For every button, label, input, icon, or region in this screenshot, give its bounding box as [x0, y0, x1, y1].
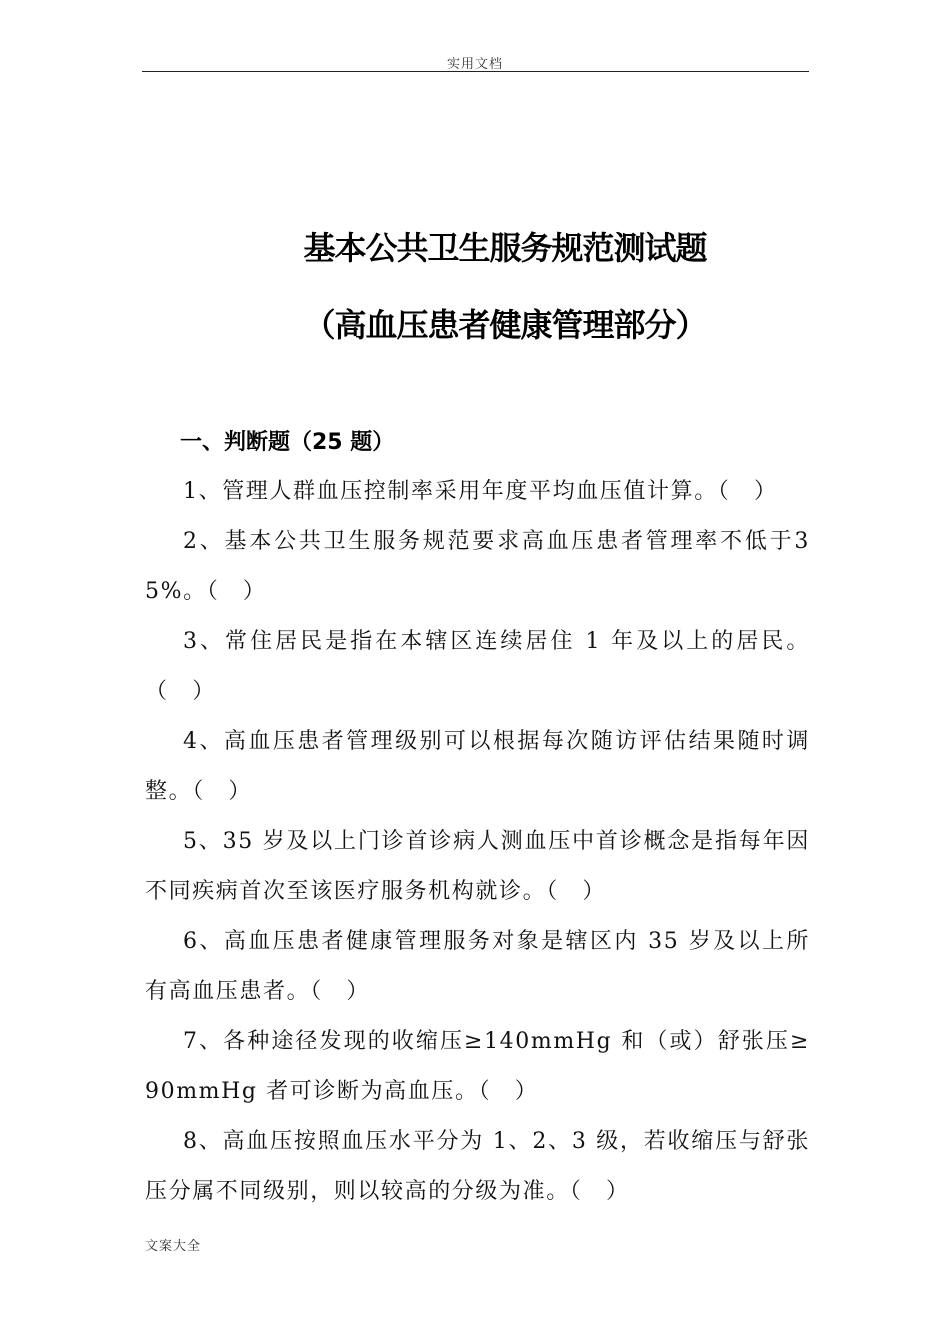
- question-item: 8、高血压按照血压水平分为 1、2、3 级，若收缩压与舒张压分属不同级别，则以较高的分级为准。（ ）: [145, 1129, 810, 1204]
- question-item: 2、基本公共卫生服务规范要求高血压患者管理率不低于35%。（ ）: [145, 529, 810, 604]
- header-divider: [142, 71, 809, 72]
- question-item: 1、管理人群血压控制率采用年度平均血压值计算。（ ）: [183, 479, 778, 504]
- section-heading: 一、判断题（25 题）: [180, 430, 395, 455]
- document-subtitle: （高血压患者健康管理部分）: [303, 306, 707, 344]
- question-list: [145, 467, 810, 1217]
- question-item: 4、高血压患者管理级别可以根据每次随访评估结果随时调整。（ ）: [145, 729, 810, 804]
- question-item: 7、各种途径发现的收缩压≥140mmHg 和（或）舒张压≥90mmHg 者可诊断为高血压。（ ）: [145, 1029, 810, 1104]
- document-title: 基本公共卫生服务规范测试题: [303, 229, 707, 267]
- question-item: 6、高血压患者健康管理服务对象是辖区内 35 岁及以上所有高血压患者。（ ）: [145, 929, 810, 1004]
- question-item: 5、35 岁及以上门诊首诊病人测血压中首诊概念是指每年因不同疾病首次至该医疗服务机构就诊。（ ）: [145, 829, 810, 904]
- page-header: 实用文档: [446, 57, 503, 72]
- page-footer: 文案大全: [145, 1239, 202, 1254]
- question-item: 3、常住居民是指在本辖区连续居住 1 年及以上的居民。（ ）: [145, 629, 810, 704]
